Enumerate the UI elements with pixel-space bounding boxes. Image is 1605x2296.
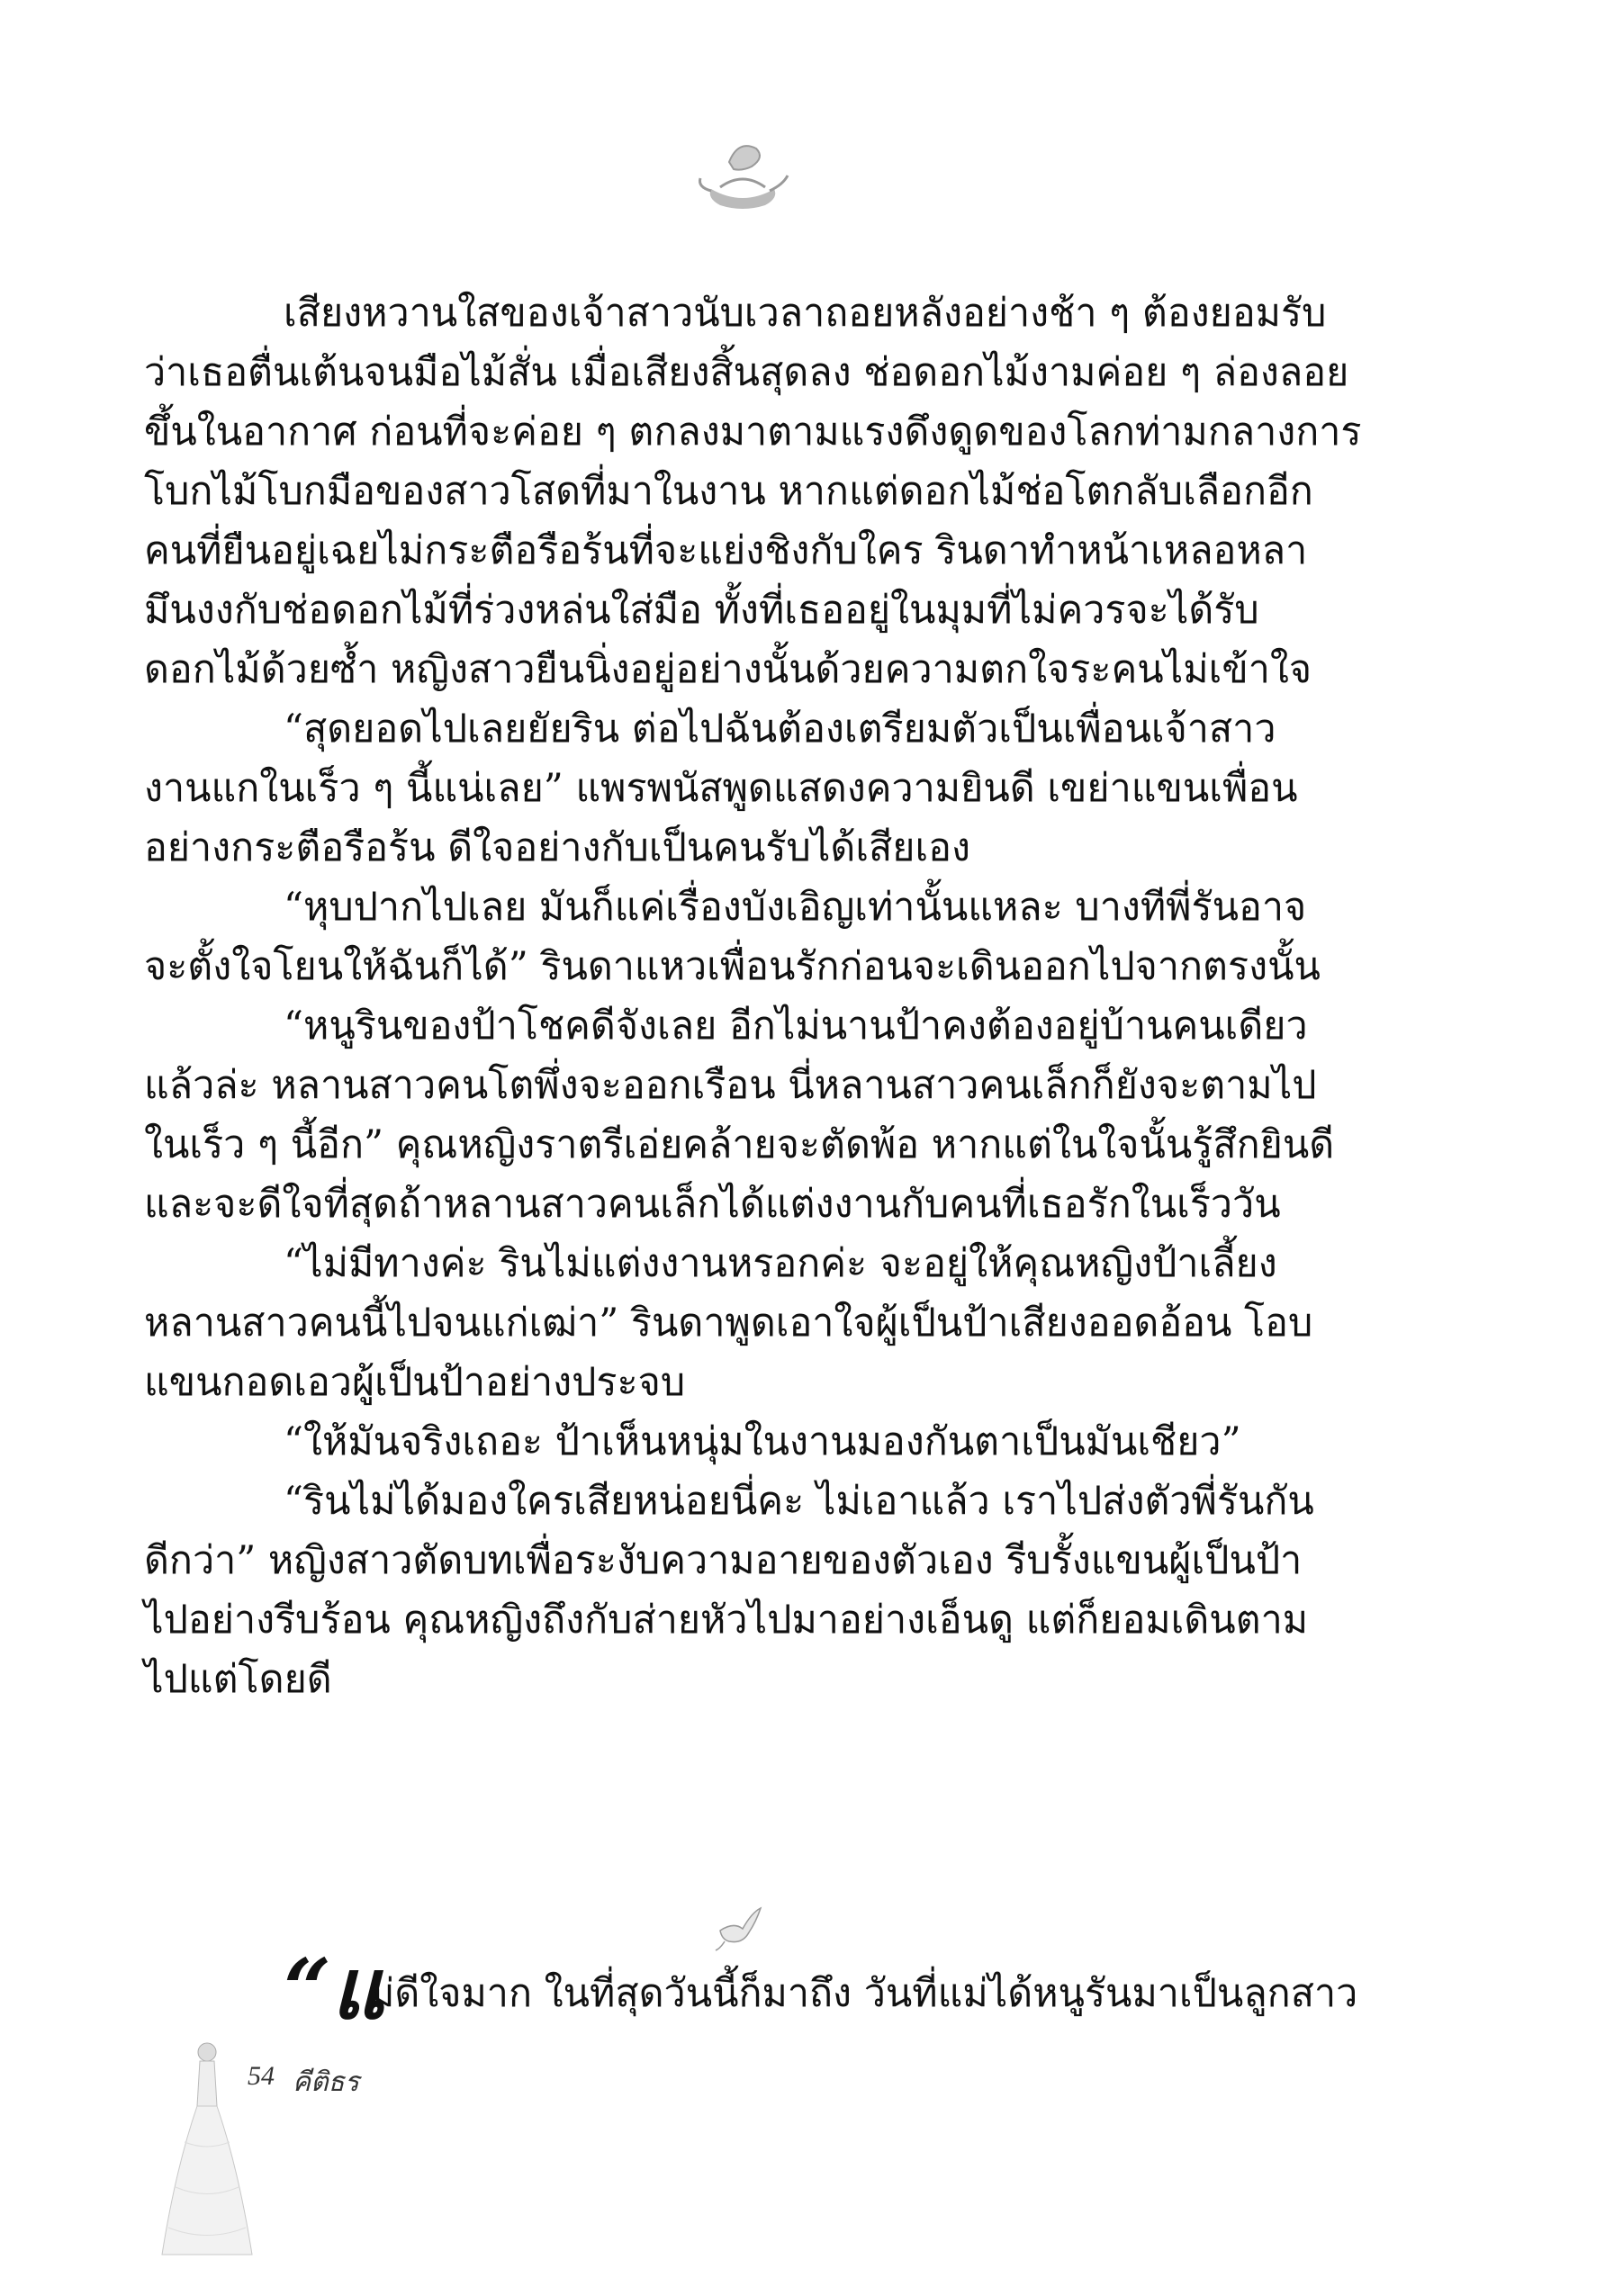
text-line: ว่าเธอตื่นเต้นจนมือไม้สั่น เมื่อเสียงสิ้นสุดลง ช่อดอกไม้งามค่อย ๆ ล่องลอย [144,350,1349,395]
text-line: แล้วล่ะ หลานสาวคนโตพึ่งจะออกเรือน นี่หลานสาวคนเล็กก็ยังจะตามไป [144,1063,1317,1108]
text-line: โบกไม้โบกมือของสาวโสดที่มาในงาน หากแต่ดอกไม้ช่อโตกลับเลือกอีก [144,469,1313,514]
text-line: ในเร็ว ๆ นี้อีก” คุณหญิงราตรีเอ่ยคล้ายจะตัดพ้อ หากแต่ในใจนั้นรู้สึกยินดี [144,1122,1335,1167]
text-line: แขนกอดเอวผู้เป็นป้าอย่างประจบ [144,1360,686,1405]
text-line: คนที่ยืนอยู่เฉยไม่กระตือรือร้นที่จะแย่งชิงกับใคร รินดาทำหน้าเหลอหลา [144,528,1308,573]
dove-icon [711,1904,765,1953]
text-line: อย่างกระตือรือร้น ดีใจอย่างกับเป็นคนรับได้เสียเอง [144,825,970,870]
footer-author: คีติธร [293,2067,359,2097]
text-line: “หุบปากไปเลย มันก็แค่เรื่องบังเอิญเท่านั้นแหละ บางทีพี่รันอาจ [284,885,1307,930]
text-line: และจะดีใจที่สุดถ้าหลานสาวคนเล็กได้แต่งงานกับคนที่เธอรักในเร็ววัน [144,1182,1281,1227]
text-line: ไปอย่างรีบร้อน คุณหญิงถึงกับส่ายหัวไปมาอย่างเอ็นดู แต่ก็ยอมเดินตาม [144,1598,1309,1643]
text-line: จะตั้งใจโยนให้ฉันก็ได้” รินดาแหวเพื่อนรักก่อนจะเดินออกไปจากตรงนั้น [144,944,1321,989]
text-line: ขึ้นในอากาศ ก่อนที่จะค่อย ๆ ตกลงมาตามแรงดึงดูดของโลกท่ามกลางการ [144,410,1362,455]
teapot-ornament-icon [693,135,792,216]
page-number: 54 [248,2061,275,2091]
text-line: เสียงหวานใสของเจ้าสาวนับเวลาถอยหลังอย่างช้า ๆ ต้องยอมรับ [284,291,1327,336]
text-line: “ไม่มีทางค่ะ รินไม่แต่งงานหรอกค่ะ จะอยู่ให้คุณหญิงป้าเลี้ยง [284,1241,1277,1286]
text-line: ดีกว่า” หญิงสาวตัดบทเพื่อระงับความอายของตัวเอง รีบรั้งแขนผู้เป็นป้า [144,1538,1303,1583]
text-line: ม่ดีใจมาก ในที่สุดวันนี้ก็มาถึง วันที่แม่ได้หนูรันมาเป็นลูกสาว [369,1971,1358,2016]
text-line: “ให้มันจริงเถอะ ป้าเห็นหนุ่มในงานมองกันตาเป็นมันเชียว” [284,1419,1241,1464]
text-line: งานแกในเร็ว ๆ นี้แน่เลย” แพรพนัสพูดแสดงความยินดี เขย่าแขนเพื่อน [144,766,1298,811]
text-line: “รินไม่ได้มองใครเสียหน่อยนี่คะ ไม่เอาแล้ว เราไปส่งตัวพี่รันกัน [284,1479,1314,1524]
text-line: “สุดยอดไปเลยยัยริน ต่อไปฉันต้องเตรียมตัวเป็นเพื่อนเจ้าสาว [284,707,1276,752]
drop-cap: “แ [284,1940,385,2038]
text-line: “หนูรินของป้าโชคดีจังเลย อีกไม่นานป้าคงต้องอยู่บ้านคนเดียว [284,1004,1308,1049]
text-line: มึนงงกับช่อดอกไม้ที่ร่วงหล่นใส่มือ ทั้งที่เธออยู่ในมุมที่ไม่ควรจะได้รับ [144,588,1259,633]
text-line: ไปแต่โดยดี [144,1657,332,1702]
text-line: หลานสาวคนนี้ไปจนแก่เฒ่า” รินดาพูดเอาใจผู้เป็นป้าเสียงออดอ้อน โอบ [144,1301,1313,1346]
bride-illustration-icon [158,2034,257,2259]
text-line: ดอกไม้ด้วยซ้ำ หญิงสาวยืนนิ่งอยู่อย่างนั้นด้วยความตกใจระคนไม่เข้าใจ [144,647,1312,692]
